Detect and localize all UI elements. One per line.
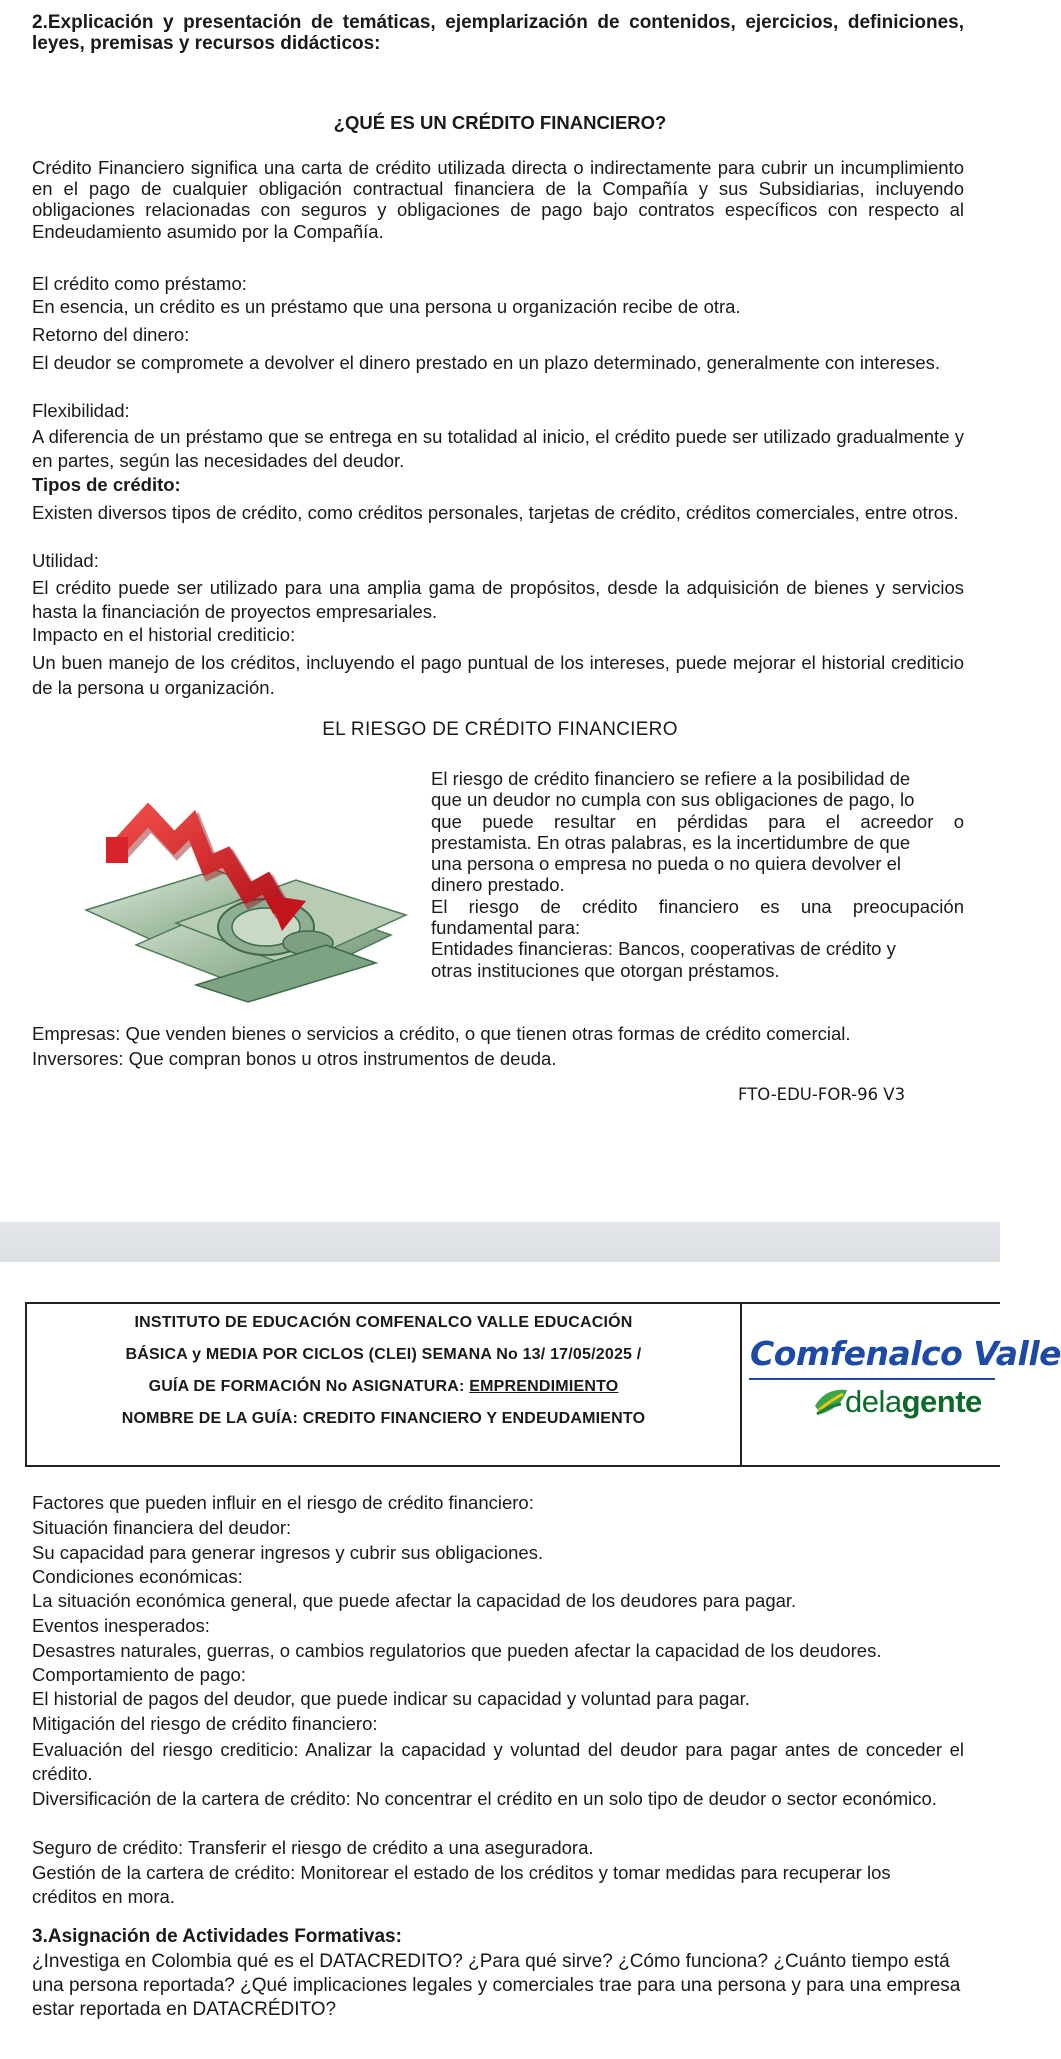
header-line-3: GUÍA DE FORMACIÓN No ASIGNATURA: EMPRENDIMIENTO: [148, 1378, 619, 1395]
header-line-4: NOMBRE DE LA GUÍA: CREDITO FINANCIERO Y ENDEUDAMIENTO: [121, 1410, 646, 1427]
money-risk-illustration-icon: [76, 795, 421, 1005]
situation-text: Su capacidad para generar ingresos y cubrir sus obligaciones.: [32, 1542, 544, 1563]
section-3-title: 3.Asignación de Actividades Formativas:: [32, 1926, 402, 1947]
section-3-question: ¿Investiga en Colombia qué es el DATACREDITO? ¿Para qué sirve? ¿Cómo funciona? ¿Cuánto tiempo está una persona reportada? ¿Qué implicaciones legales y comerciales trae para una persona y para una empresa estar reportada en DATACRÉDITO?: [32, 1951, 961, 2020]
utility-label: Utilidad:: [32, 550, 99, 571]
situation-label: Situación financiera del deudor:: [32, 1517, 292, 1538]
risk-description: El riesgo de crédito financiero se refiere a la posibilidad de que un deudor no cumpla con sus obligaciones de pago, lo que puede resultar en pérdidas para el acreedor o prestamista. En otras palabras, es la incertidumbre de que una persona o empresa no pueda o no quiera devolver el dinero prestado. El riesgo de crédito financiero es una preocupación fundamental para: Entidades financieras: Bancos, cooperativas de crédito y otras instituciones que otorgan préstamos.: [431, 768, 964, 981]
section-2-title: 2.Explicación y presentación de temáticas, ejemplarización de contenidos, ejercicios, definiciones, leyes, premisas y recursos didácticos:: [32, 12, 964, 54]
form-code: FTO-EDU-FOR-96 V3: [738, 1085, 906, 1104]
header-line-1: INSTITUTO DE EDUCACIÓN COMFENALCO VALLE EDUCACIÓN: [134, 1314, 633, 1331]
loan-label: El crédito como préstamo:: [32, 273, 247, 294]
events-label: Eventos inesperados:: [32, 1615, 210, 1636]
loan-text: En esencia, un crédito es un préstamo que una persona u organización recibe de otra.: [32, 296, 741, 317]
behavior-label: Comportamiento de pago:: [32, 1664, 246, 1685]
economic-label: Condiciones económicas:: [32, 1566, 243, 1587]
types-text: Existen diversos tipos de crédito, como créditos personales, tarjetas de crédito, créditos comerciales, entre otros.: [32, 502, 959, 523]
credit-heading: ¿QUÉ ES UN CRÉDITO FINANCIERO?: [333, 112, 667, 133]
impact-label: Impacto en el historial crediticio:: [32, 624, 296, 645]
evaluation-text: Evaluación del riesgo crediticio: Analizar la capacidad y voluntad del deudor para pagar antes de conceder el crédito.: [32, 1739, 964, 1784]
credit-intro-paragraph: Crédito Financiero significa una carta de crédito utilizada directa o indirectamente para cubrir un incumplimiento en el pago de cualquier obligación contractual financiera de la Compañía y sus Subsidiarias, incluyendo obligaciones relacionadas con seguros y obligaciones de pago bajo contratos específicos con respecto al Endeudamiento asumido por la Compañía.: [32, 157, 964, 242]
flex-text: A diferencia de un préstamo que se entrega en su totalidad al inicio, el crédito puede ser utilizado gradualmente y en partes, según las necesidades del deudor.: [32, 426, 964, 471]
header-info: [27, 1304, 742, 1465]
insurance-text: Seguro de crédito: Transferir el riesgo de crédito a una aseguradora.: [32, 1837, 594, 1858]
page-separator: [0, 1222, 1000, 1262]
document-page-2: [0, 1262, 1061, 2059]
leaf-logo-icon: [813, 1386, 849, 1418]
document-header: [25, 1302, 1061, 1467]
risk-heading: EL RIESGO DE CRÉDITO FINANCIERO: [322, 719, 678, 740]
utility-text: El crédito puede ser utilizado para una amplia gama de propósitos, desde la adquisición de bienes y servicios hasta la financiación de proyectos empresariales.: [32, 577, 964, 622]
impact-text: Un buen manejo de los créditos, incluyendo el pago puntual de los intereses, puede mejorar el historial crediticio de la persona u organización.: [32, 652, 964, 698]
brand-tagline: delagente: [845, 1384, 982, 1419]
return-label: Retorno del dinero:: [32, 324, 190, 345]
events-text: Desastres naturales, guerras, o cambios regulatorios que pueden afectar la capacidad de los deudores.: [32, 1640, 882, 1661]
behavior-text: El historial de pagos del deudor, que puede indicar su capacidad y voluntad para pagar.: [32, 1688, 750, 1709]
header-line-2: BÁSICA y MEDIA POR CICLOS (CLEI) SEMANA No 13/ 17/05/2025 /: [125, 1346, 642, 1363]
brand-underline: [749, 1378, 995, 1380]
factors-intro: Factores que pueden influir en el riesgo de crédito financiero:: [32, 1492, 534, 1513]
management-text: Gestión de la cartera de crédito: Monitorear el estado de los créditos y tomar medidas para recuperar los créditos en mora.: [32, 1862, 891, 1907]
return-text: El deudor se compromete a devolver el dinero prestado en un plazo determinado, generalmente con intereses.: [32, 352, 941, 373]
diversification-text: Diversificación de la cartera de crédito: No concentrar el crédito en un solo tipo de deudor o sector económico.: [32, 1788, 937, 1809]
companies-text: Empresas: Que venden bienes o servicios a crédito, o que tienen otras formas de crédito comercial.: [32, 1023, 851, 1044]
types-label: Tipos de crédito:: [32, 474, 181, 495]
economic-text: La situación económica general, que puede afectar la capacidad de los deudores para pagar.: [32, 1590, 797, 1611]
mitigation-label: Mitigación del riesgo de crédito financiero:: [32, 1713, 378, 1734]
investors-text: Inversores: Que compran bonos u otros instrumentos de deuda.: [32, 1048, 557, 1069]
brand-name: Comfenalco Valle: [750, 1334, 1061, 1373]
flex-label: Flexibilidad:: [32, 400, 130, 421]
